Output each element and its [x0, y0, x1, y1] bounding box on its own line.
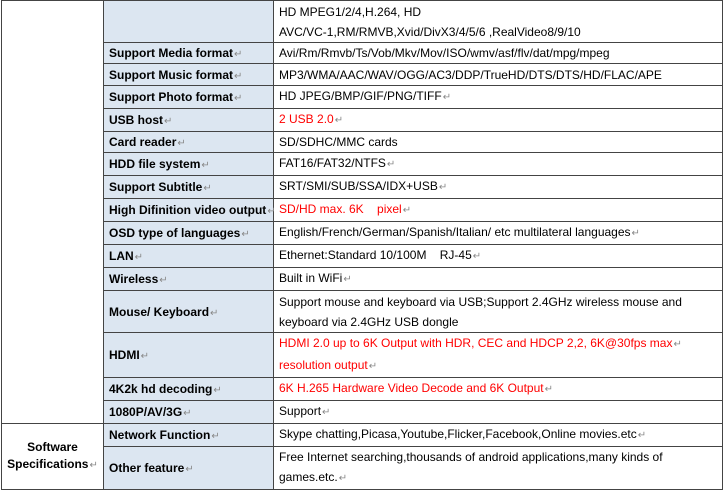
- row-label-lan: LAN↵: [104, 245, 274, 268]
- row-value-4k2k-decoding: 6K H.265 Hardware Video Decode and 6K Output↵: [274, 378, 723, 401]
- video-format-line-1: HD MPEG1/2/4,H.264, HD: [279, 4, 422, 19]
- video-format-value: [274, 1, 723, 43]
- table-row: [2, 64, 723, 86]
- group-label-line-1: Software: [27, 440, 78, 454]
- row-value-usb-host: 2 USB 2.0↵: [274, 109, 723, 132]
- row-label-hdd-file-system: HDD file system↵: [104, 153, 274, 176]
- table-row: [2, 153, 723, 176]
- table-row: [2, 333, 723, 378]
- table-row: [2, 176, 723, 199]
- mouse-keyboard-line-2: keyboard via 2.4GHz USB dongle: [279, 314, 459, 329]
- row-label-media-format: Support Media format↵: [104, 43, 274, 64]
- row-label-hdmi: HDMI↵: [104, 333, 274, 378]
- row-value-lan: Ethernet:Standard 10/100M RJ-45↵: [274, 245, 723, 268]
- table-row: [2, 447, 723, 490]
- row-value-network-function: Skype chatting,Picasa,Youtube,Flicker,Facebook,Online movies.etc↵: [274, 424, 723, 447]
- row-label-mouse-keyboard: Mouse/ Keyboard↵: [104, 291, 274, 333]
- row-value-photo-format: HD JPEG/BMP/GIF/PNG/TIFF↵: [274, 86, 723, 109]
- row-label-wireless: Wireless↵: [104, 268, 274, 291]
- other-feature-line-2: games.etc.↵: [279, 470, 348, 484]
- table-row: [2, 109, 723, 132]
- row-label-subtitle: Support Subtitle↵: [104, 176, 274, 199]
- row-label-other-feature: Other feature↵: [104, 447, 274, 490]
- table-row: [2, 199, 723, 222]
- mouse-keyboard-line-1: Support mouse and keyboard via USB;Support 2.4GHz wireless mouse and: [279, 294, 682, 309]
- row-label-photo-format: Support Photo format↵: [104, 86, 274, 109]
- table-row: [2, 378, 723, 401]
- row-label-1080p-av-3g: 1080P/AV/3G↵: [104, 401, 274, 424]
- table-row: [2, 222, 723, 245]
- table-row: [2, 1, 723, 43]
- row-value-other-feature: [274, 447, 723, 490]
- other-feature-line-1: Free Internet searching,thousands of android applications,many kinds of: [279, 450, 663, 464]
- group-label-line-2: Specifications↵: [7, 457, 98, 471]
- row-label-usb-host: USB host↵: [104, 109, 274, 132]
- row-value-hdd-file-system: FAT16/FAT32/NTFS↵: [274, 153, 723, 176]
- software-specifications-group: [2, 424, 104, 490]
- row-value-hd-video-output: SD/HD max. 6K pixel↵: [274, 199, 723, 222]
- row-label-4k2k-decoding: 4K2k hd decoding↵: [104, 378, 274, 401]
- row-value-wireless: Built in WiFi↵: [274, 268, 723, 291]
- row-label-osd-languages: OSD type of languages↵: [104, 222, 274, 245]
- empty-label-cell: [104, 1, 274, 43]
- table-row: [2, 401, 723, 424]
- spec-table: [1, 0, 723, 490]
- row-value-subtitle: SRT/SMI/SUB/SSA/IDX+USB↵: [274, 176, 723, 199]
- row-label-music-format: Support Music format↵: [104, 64, 274, 86]
- table-row: [2, 43, 723, 64]
- hdmi-line-2: resolution output↵: [279, 358, 378, 372]
- table-row: [2, 268, 723, 291]
- row-value-1080p-av-3g: Support↵: [274, 401, 723, 424]
- video-format-line-2: AVC/VC-1,RM/RMVB,Xvid/DivX3/4/5/6 ,RealVideo8/9/10: [279, 24, 581, 39]
- row-label-hd-video-output: High Difinition video output↵: [104, 199, 274, 222]
- hdmi-line-1: HDMI 2.0 up to 6K Output with HDR, CEC and HDCP 2,2, 6K@30fps max↵: [279, 336, 682, 350]
- empty-group-cell: [2, 1, 104, 424]
- row-value-osd-languages: English/French/German/Spanish/Italian/ etc multilateral languages↵: [274, 222, 723, 245]
- table-row: [2, 291, 723, 333]
- row-value-mouse-keyboard: [274, 291, 723, 333]
- table-row: [2, 86, 723, 109]
- table-row: [2, 245, 723, 268]
- row-value-hdmi: [274, 333, 723, 378]
- row-label-network-function: Network Function↵: [104, 424, 274, 447]
- table-row: [2, 424, 723, 447]
- row-value-music-format: MP3/WMA/AAC/WAV/OGG/AC3/DDP/TrueHD/DTS/DTS/HD/FLAC/APE: [274, 64, 723, 86]
- table-row: [2, 132, 723, 153]
- row-label-card-reader: Card reader↵: [104, 132, 274, 153]
- row-value-card-reader: SD/SDHC/MMC cards: [274, 132, 723, 153]
- row-value-media-format: Avi/Rm/Rmvb/Ts/Vob/Mkv/Mov/ISO/wmv/asf/flv/dat/mpg/mpeg: [274, 43, 723, 64]
